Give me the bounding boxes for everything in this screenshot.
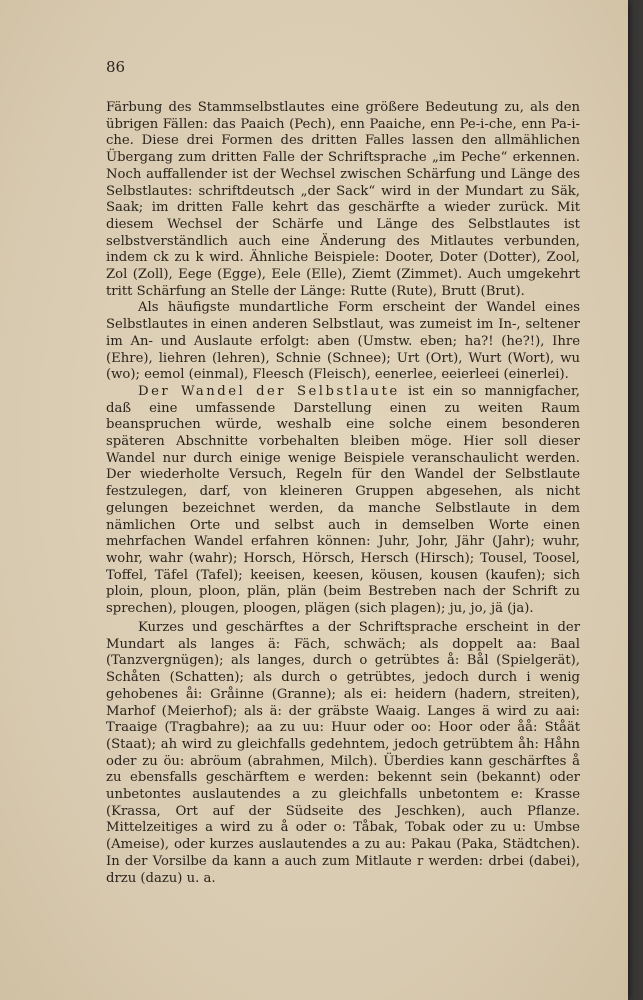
paragraph-3-body: eine umfassende Darstellung einen zu weiten Raum beanspruchen würde, weshalb eine solche einem besonderen späteren Abschnitte vorbehalten bleiben möge. Hier soll dieser Wandel nur durch einige wenige Beispiele veranschaulicht werden. Der wiederholte Versuch, Regeln für den Wandel der Selbstlaute festzulegen, darf, von kleineren Gruppen abgesehen, als nicht gelungen bezeichnet werden, da manche Selbstlaute in dem nämlichen Orte und selbst auch in demselben Worte einen mehrfachen Wandel erfahren können: Juhr, Johr, Jähr (Jahr); wuhr, wohr, wahr (wahr); Horsch, Hörsch, Hersch (Hirsch); Tousel, Toosel, Toffel, Täfel (Tafel); keeisen, keesen, köusen, kousen (kaufen); sich ploin, ploun, ploon, plän, plän (beim Bestreben nach der Schrift zu sprechen), plougen, ploogen, plägen (sich plagen); ju, jo, jä (ja). [106, 400, 580, 617]
paragraph-3-lead-rest: ist ein so mannigfacher, daß [106, 383, 580, 416]
text-block-bottom [106, 620, 580, 887]
paragraph-2: Als häufigste mundartliche Form erscheint der Wandel eines Selbstlautes in einen anderen Selbstlaut, was zumeist im In-, seltener im An- und Auslaute erfolgt: aben (Umstw. eben; ha?! (he?!), Ihre (Ehre), liehren (lehren), Schnie (Schnee); Urt (Ort), Wurt (Wort), wu (wo); eemol (einmal), Fleesch (Fleisch), eenerlee, eeierleei (einerlei). [106, 300, 580, 383]
paragraph-3 [106, 384, 580, 618]
page-number: 86 [106, 58, 126, 76]
paragraph-4: Kurzes und geschärftes a der Schriftsprache erscheint in der Mundart als langes ä: Fäch, schwäch; als doppelt aa: Baal (Tanzvergnügen); als langes, durch o getrübtes å: Bål (Spielgerät), Schåten (Schatten); als durch o getrübtes, jedoch durch i wenig gehobenes åi: Gråinne (Granne); als ei: heidern (hadern, streiten), Marhof (Meierhof); als ä: der gräbste Waaig. Langes ä wird zu aai: Traaige (Tragbahre); aa zu uu: Huur oder oo: Hoor oder åå: Ståät (Staat); ah wird zu gleichfalls gedehntem, jedoch getrübtem åh: Håhn oder zu öu: abröum (abrahmen, Milch). Überdies kann geschärftes å zu ebensfalls geschärftem e werden: bekennt sein (bekannt) oder unbetontes auslautendes a zu gleichfalls unbetontem e: Krasse (Krassa, Ort auf der Südseite des Jeschken), auch Pflanze. Mittelzeitiges a wird zu å oder o: Tåbak, Tobak oder zu u: Umbse (Ameise), oder kurzes auslautendes a zu au: Pakau (Paka, Städtchen). In der Vorsilbe da kann a auch zum Mitlaute r werden: drbei (dabei), drzu (dazu) u. a. [106, 620, 580, 886]
paragraph-1: Färbung des Stammselbstlautes eine größere Bedeutung zu, als den übrigen Fällen: das Paaich (Pech), enn Paaiche, enn Pe-i-che, enn Pa-i-che. Diese drei Formen des dritten Falles lassen den allmählichen Übergang zum dritten Falle der Schriftsprache „im Peche“ erkennen. Noch auffallender ist der Wechsel zwischen Schärfung und Länge des Selbstlautes: schriftdeutsch „der Sack“ wird in der Mundart zu Säk, Saak; im dritten Falle kehrt das geschärfte a wieder zurück. Mit diesem Wechsel der Schärfe und Länge des Selbstlautes ist selbstverständlich auch eine Änderung des Mitlautes verbunden, indem ck zu k wird. Ähnliche Beispiele: Dooter, Doter (Dotter), Zool, Zol (Zoll), Eege (Egge), Eele (Elle), Ziemt (Zimmet). Auch umgekehrt tritt Schärfung an Stelle der Länge: Rutte (Rute), Brutt (Brut). [106, 100, 580, 299]
text-block-top [106, 100, 580, 618]
paragraph-3-emphasis: Der Wandel der Selbstlaute [138, 383, 400, 399]
